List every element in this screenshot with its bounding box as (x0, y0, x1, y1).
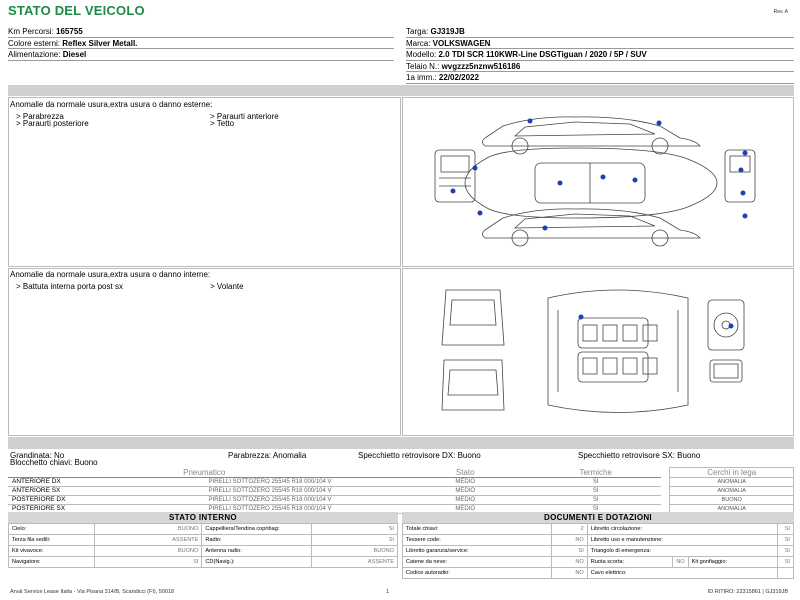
hail-status: Grandinata: No (10, 451, 65, 460)
km-row (8, 26, 394, 38)
table-row (8, 478, 794, 487)
vehicle-info-right (406, 26, 794, 84)
color-value: Reflex Silver Metall. (62, 38, 138, 48)
damage-dot (601, 175, 606, 180)
tyre-cerchi: BUONO (670, 496, 794, 505)
model-row (406, 49, 794, 61)
fuel-row (8, 49, 394, 61)
damage-item: > Parabrezza (16, 112, 64, 121)
field-value: SI (778, 524, 794, 535)
km-label: Km Percorsi: (8, 27, 57, 36)
field-value (778, 568, 794, 579)
chassis-label: Telaio N.: (406, 61, 442, 71)
car-side-top (483, 117, 701, 146)
damage-item: > Volante (210, 282, 244, 291)
section-divider (8, 437, 794, 449)
field-label: Kit gonfiaggio: (688, 557, 777, 568)
car-interior-diagram (438, 280, 758, 425)
chassis-value: wvgzzz5nznw516186 (441, 61, 521, 71)
tyre-termiche: SI (530, 487, 661, 496)
table-row (8, 487, 794, 496)
registration-row (406, 72, 794, 84)
field-value: SI (312, 535, 398, 546)
table-row (9, 557, 398, 568)
page-title: STATO DEL VEICOLO (8, 3, 145, 18)
field-label: CD(Navig.): (202, 557, 312, 568)
field-value: SI (94, 557, 202, 568)
tyre-model: PIRELLI SOTTOZERO 255/45 R18 000/104 V (140, 478, 401, 487)
field-label: Totale chiavi: (403, 524, 552, 535)
field-value: SI (552, 546, 588, 557)
brand-value: VOLKSWAGEN (432, 38, 491, 48)
color-row (8, 38, 394, 50)
table-row (9, 546, 398, 557)
damage-item: > Paraurti anteriore (210, 112, 279, 121)
tyre-position: POSTERIORE DX (8, 496, 140, 505)
field-label: Codice autoradio: (403, 568, 552, 579)
field-value: SI (778, 557, 794, 568)
tyre-table (8, 467, 794, 514)
field-label: Cavo elettrico: (587, 568, 777, 579)
tyre-termiche: SI (530, 505, 661, 514)
tyre-header-termiche: Termiche (530, 468, 661, 478)
field-value: 2 (552, 524, 588, 535)
car-top-view (465, 148, 717, 218)
tyre-header-stato: Stato (400, 468, 529, 478)
field-label: Libretto circolazione: (587, 524, 777, 535)
plate-label: Targa: (406, 27, 431, 36)
chassis-row (406, 61, 794, 73)
key-lock-status: Blocchetto chiavi: Buono (10, 458, 98, 467)
mirror-dx-status: Specchietto retrovisore DX: Buono (358, 451, 481, 460)
car-side-bottom (483, 209, 701, 238)
field-value: NO (552, 557, 588, 568)
damage-dot (743, 151, 748, 156)
field-value: ASSENTE (94, 535, 202, 546)
field-label: Triangolo di emergenza: (587, 546, 777, 557)
field-label: Navigatore: (9, 557, 95, 568)
damage-item: > Tetto (210, 119, 235, 128)
tyre-cerchi: ANOMALIA (670, 478, 794, 487)
table-row (403, 524, 794, 535)
field-label: Libretto uso e manutenzione: (587, 535, 777, 546)
field-value: SI (778, 546, 794, 557)
stato-interno-header: STATO INTERNO (8, 512, 398, 523)
field-label: Cielo: (9, 524, 95, 535)
steering-wheel (714, 313, 738, 337)
tyre-cerchi: ANOMALIA (670, 487, 794, 496)
field-value: NO (552, 535, 588, 546)
revision-label: Rev. A (773, 9, 788, 15)
damage-dot (558, 181, 563, 186)
damage-dot (451, 189, 456, 194)
footer-company: Arval Service Lease Italia - Via Pisana 314/B, Scandicci (FI), 50018 (10, 589, 175, 595)
tyre-stato: MEDIO (400, 505, 529, 514)
fuel-label: Alimentazione: (8, 50, 63, 59)
tyre-model: PIRELLI SOTTOZERO 255/45 R18 000/104 V (140, 505, 401, 514)
stato-interno-table (8, 523, 398, 568)
damage-dot (579, 315, 584, 320)
table-row (403, 546, 794, 557)
damage-dot (543, 226, 548, 231)
damage-dot (743, 214, 748, 219)
plate-row (406, 26, 794, 38)
plate-value: GJ319JB (430, 27, 465, 36)
field-label: Ruota scorta: (587, 557, 672, 568)
table-row (403, 535, 794, 546)
field-value: BUONO (94, 546, 202, 557)
field-value: NO (552, 568, 588, 579)
field-label: Terza fila sedili: (9, 535, 95, 546)
footer-page-number: 1 (386, 589, 390, 595)
tyre-model: PIRELLI SOTTOZERO 255/45 R18 000/104 V (140, 496, 401, 505)
cabin-top-view (548, 290, 688, 413)
mirror-sx-status: Specchietto retrovisore SX: Buono (578, 451, 701, 460)
tyre-stato: MEDIO (400, 487, 529, 496)
tyre-stato: MEDIO (400, 496, 529, 505)
table-row (403, 568, 794, 579)
model-label: Modello: (406, 50, 439, 59)
registration-label: 1a imm.: (406, 73, 439, 82)
damage-dot (657, 121, 662, 126)
brand-row (406, 38, 794, 50)
model-value: 2.0 TDI SCR 110KWR-Line DSGTiguan / 2020 / 5P / SUV (438, 50, 647, 59)
vehicle-info-left (8, 26, 394, 61)
damage-dot (739, 168, 744, 173)
door-panel (442, 290, 504, 345)
damage-dot (528, 119, 533, 124)
table-row (9, 524, 398, 535)
field-label: Tessere code: (403, 535, 552, 546)
field-value: NO (673, 557, 688, 568)
tyre-position: ANTERIORE DX (8, 478, 140, 487)
car-exterior-diagram (425, 108, 765, 258)
field-label: Catene da neve: (403, 557, 552, 568)
field-label: Kit vivavoce: (9, 546, 95, 557)
field-value: SI (312, 524, 398, 535)
damage-dot (741, 191, 746, 196)
field-label: Radio: (202, 535, 312, 546)
damage-item: > Paraurti posteriore (16, 119, 89, 128)
field-value: ASSENTE (312, 557, 398, 568)
fuel-value: Diesel (62, 50, 87, 59)
tyre-header-cerchi: Cerchi in lega (670, 468, 794, 478)
field-value: SI (778, 535, 794, 546)
field-label: Cappelliera/Tendina copribag: (202, 524, 312, 535)
table-row (8, 496, 794, 505)
tyre-stato: MEDIO (400, 478, 529, 487)
external-damage-title: Anomalie da normale usura,extra usura o danno esterne: (10, 100, 213, 109)
footer-pickup-id: ID RITIRO: 22315861 | GJ319JB (707, 589, 788, 595)
section-divider (8, 85, 794, 96)
table-row (9, 535, 398, 546)
damage-dot (633, 178, 638, 183)
internal-damage-panel (8, 268, 401, 436)
damage-item: > Battuta interna porta post sx (16, 282, 123, 291)
door-panel (442, 360, 504, 410)
color-label: Colore esterni: (8, 38, 63, 48)
registration-value: 22/02/2022 (438, 73, 479, 82)
field-value: BUONO (312, 546, 398, 557)
internal-damage-title: Anomalie da normale usura,extra usura o danno interne: (10, 270, 211, 279)
tyre-termiche: SI (530, 478, 661, 487)
tyre-cerchi: ANOMALIA (670, 505, 794, 514)
damage-dot (729, 324, 734, 329)
documenti-table (402, 523, 794, 579)
field-label: Libretto garanzia/service: (403, 546, 552, 557)
field-value: BUONO (94, 524, 202, 535)
tyre-model: PIRELLI SOTTOZERO 255/45 R18 000/104 V (140, 487, 401, 496)
damage-dot (473, 166, 478, 171)
tyre-header-pneumatico: Pneumatico (8, 468, 400, 478)
field-label: Antenna radio: (202, 546, 312, 557)
tyre-position: POSTERIORE SX (8, 505, 140, 514)
documenti-header: DOCUMENTI E DOTAZIONI (402, 512, 794, 523)
tyre-termiche: SI (530, 496, 661, 505)
km-value: 165755 (56, 27, 83, 36)
table-row (403, 557, 794, 568)
tyre-position: ANTERIORE SX (8, 487, 140, 496)
brand-label: Marca: (406, 38, 433, 48)
windshield-status: Parabrezza: Anomalia (228, 451, 307, 460)
damage-dot (478, 211, 483, 216)
